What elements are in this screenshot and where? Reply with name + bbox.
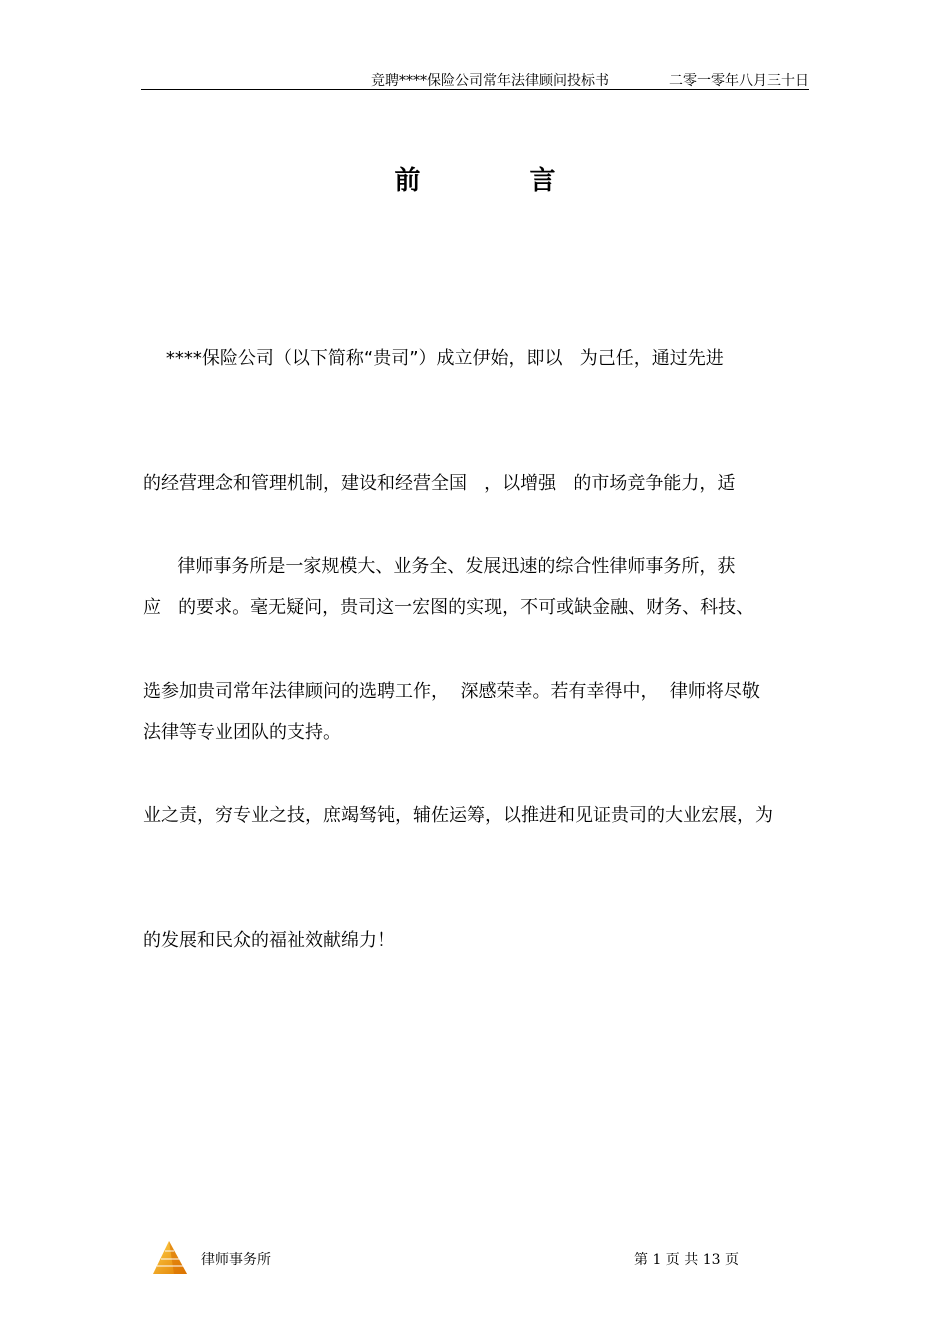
document-title: 前 言	[394, 166, 606, 196]
pyramid-logo-icon	[152, 1240, 188, 1276]
page-header	[141, 68, 809, 88]
header-rule	[141, 89, 809, 90]
paragraph-line: 律师事务所是一家规模大、业务全、发展迅速的综合性律师事务所，获	[143, 556, 736, 577]
header-date: 二零一零年八月三十日	[669, 73, 809, 89]
paragraph-line: ****保险公司（以下简称“贵司”）成立伊始，即以 为己任，通过先进	[143, 348, 724, 369]
footer-page-number: 第 1 页 共 13 页	[634, 1252, 739, 1268]
paragraph-line: 业之责，穷专业之技，庶竭驽钝，辅佐运筹，以推进和见证贵司的大业宏展，为	[143, 805, 773, 826]
paragraph-line: 法律等专业团队的支持。	[143, 721, 341, 743]
header-title: 竞聘****保险公司常年法律顾问投标书	[371, 73, 609, 89]
paragraph-line: 的发展和民众的福祉效献绵力！	[143, 929, 395, 951]
paragraph-line: 应 的要求。毫无疑问，贵司这一宏图的实现，不可或缺金融、财务、科技、	[143, 597, 755, 618]
footer-firm-name: 律师事务所	[201, 1252, 271, 1268]
paragraph-line: 选参加贵司常年法律顾问的选聘工作， 深感荣幸。若有幸得中， 律师将尽敬	[143, 680, 760, 702]
paragraph-2	[143, 463, 809, 1003]
paragraph-line: 的经营理念和管理机制，建设和经营全国 ，以增强 的市场竞争能力，适	[143, 472, 736, 494]
